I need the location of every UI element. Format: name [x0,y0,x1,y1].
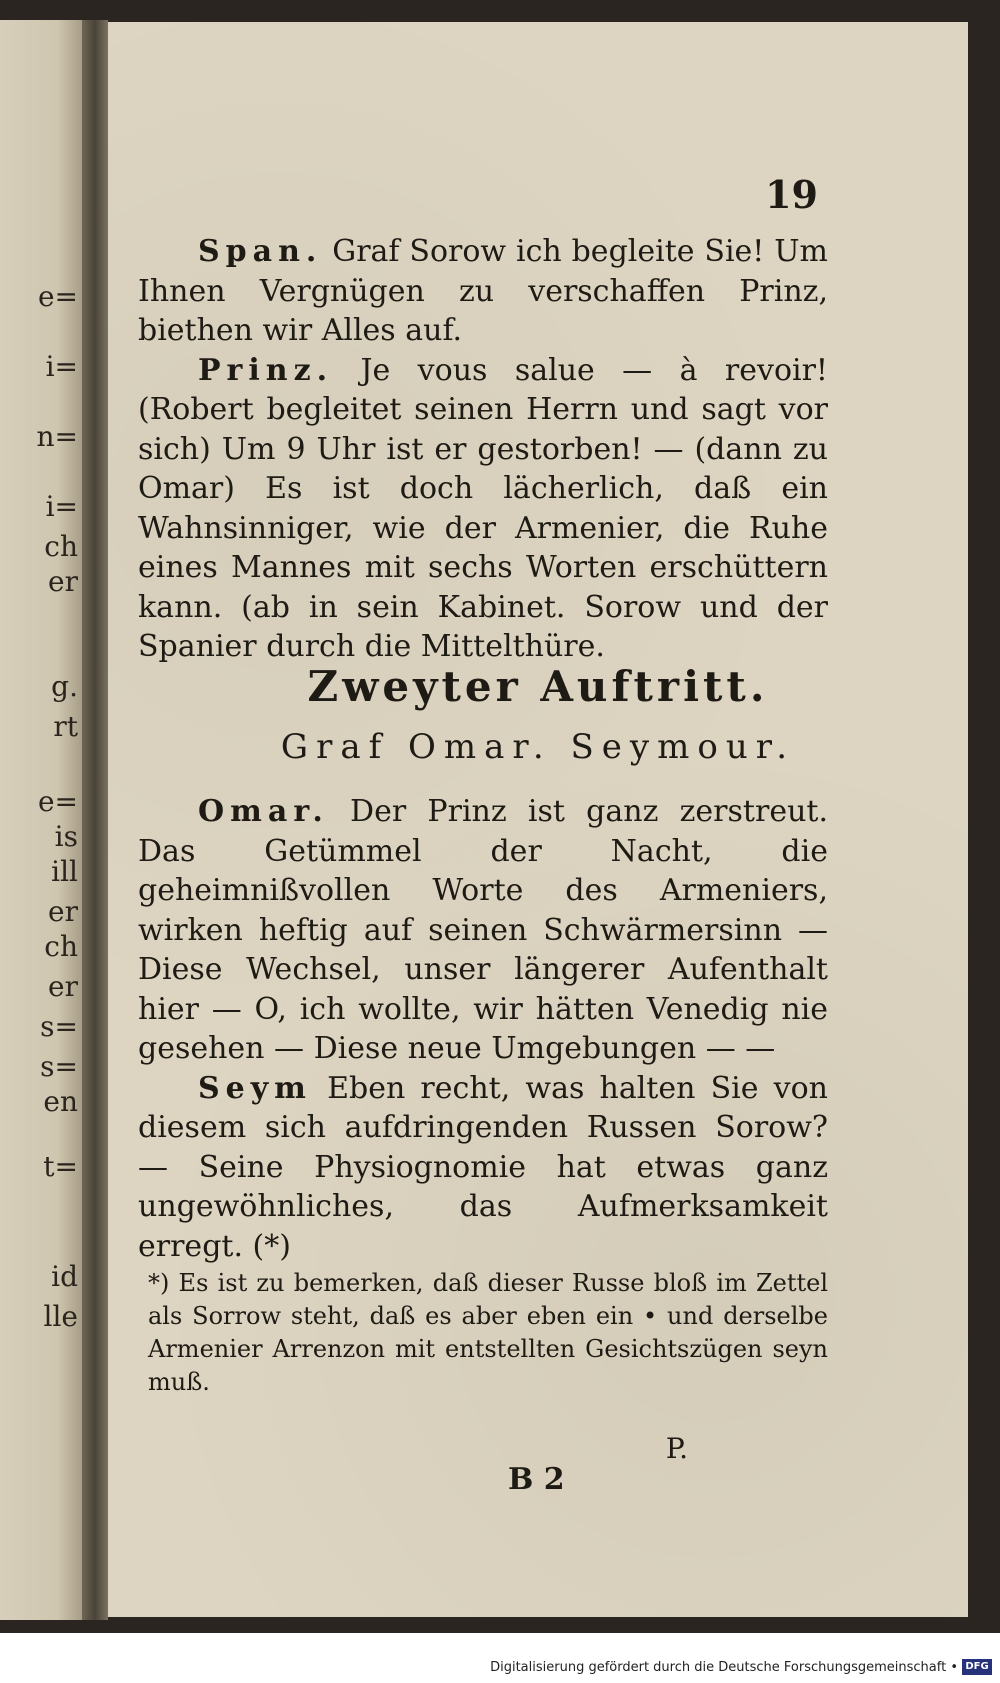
signature-mark: B 2 [508,1462,565,1497]
dialogue-block-1 [138,232,828,667]
speaker: Omar. [198,794,329,829]
catchword: P. [665,1432,688,1465]
left-page-fragment: e= [37,785,78,818]
left-page-fragment: er [48,565,78,598]
paragraph [138,232,828,351]
book-page [108,22,968,1617]
paragraph-text: Der Prinz ist ganz zerstreut. Das Getümmel der Nacht, die geheimnißvollen Worte des Armeniers, wirken heftig auf seinen Schwärmersinn — Diese Wechsel, unser längerer Aufenthalt hier — O, ich wollte, wir hätten Venedig nie gesehen — Diese neue Umgebungen — — [138,794,828,1066]
scene-heading: Zweyter Auftritt. [307,662,769,711]
speaker: Seym [198,1070,312,1106]
dialogue-block-2 [138,792,828,1266]
paragraph [138,351,828,667]
left-page-fragment: lle [43,1300,78,1333]
left-page-fragment: n= [36,420,78,453]
left-page-fragment: rt [53,710,78,743]
footnote [148,1267,828,1399]
speaker: Prinz. [198,352,334,388]
left-page-fragment: g. [51,670,78,703]
dfg-logo: DFG [962,1659,992,1675]
left-page-edge [0,20,82,1620]
credit-bar [0,1633,1000,1683]
digitization-credit: Digitalisierung gefördert durch die Deutsche Forschungsgemeinschaft • [490,1660,958,1675]
left-page-fragment: e= [37,280,78,313]
left-page-fragment: s= [40,1010,78,1043]
left-page-fragment: id [51,1260,78,1293]
speaker: Span. [198,234,323,269]
left-page-fragment: i= [45,490,78,523]
scene-characters: Graf Omar. Seymour. [280,727,796,767]
left-page-fragment: en [43,1085,78,1118]
paragraph-text: Graf Sorow ich begleite Sie! Um Ihnen Vergnügen zu verschaffen Prinz, biethen wir Alles auf. [138,234,828,348]
left-page-fragment: ch [44,530,78,563]
left-page-fragment: ill [51,855,78,888]
left-page-fragment: is [54,820,78,853]
book-gutter [82,20,108,1620]
paragraph-text: Eben recht, was halten Sie von diesem sich aufdringenden Russen Sorow? — Seine Physiognomie hat etwas ganz ungewöhnliches, das Aufmerksamkeit erregt. (*) [138,1070,828,1264]
left-page-fragment: s= [40,1050,78,1083]
footnote-text: *) Es ist zu bemerken, daß dieser Russe bloß im Zettel als Sorrow steht, daß es aber eben ein • und derselbe Armenier Arrenzon mit entstellten Gesichtszügen seyn muß. [148,1269,828,1396]
left-page-fragment: er [48,895,78,928]
page-number: 19 [765,172,818,217]
paragraph [138,792,828,1069]
paragraph [138,1069,828,1267]
left-page-fragment: er [48,970,78,1003]
left-page-fragment: t= [43,1150,78,1183]
paragraph-text: Je vous salue — à revoir! (Robert begleitet seinen Herrn und sagt vor sich) Um 9 Uhr ist er gestorben! — (dann zu Omar) Es ist doch lächerlich, daß ein Wahnsinniger, wie der Armenier, die Ruhe eines Mannes mit sechs Worten erschüttern kann. (ab in sein Kabinet. Sorow und der Spanier durch die Mittelthüre. [138,352,828,664]
left-page-fragment: ch [44,930,78,963]
left-page-fragment: i= [45,350,78,383]
